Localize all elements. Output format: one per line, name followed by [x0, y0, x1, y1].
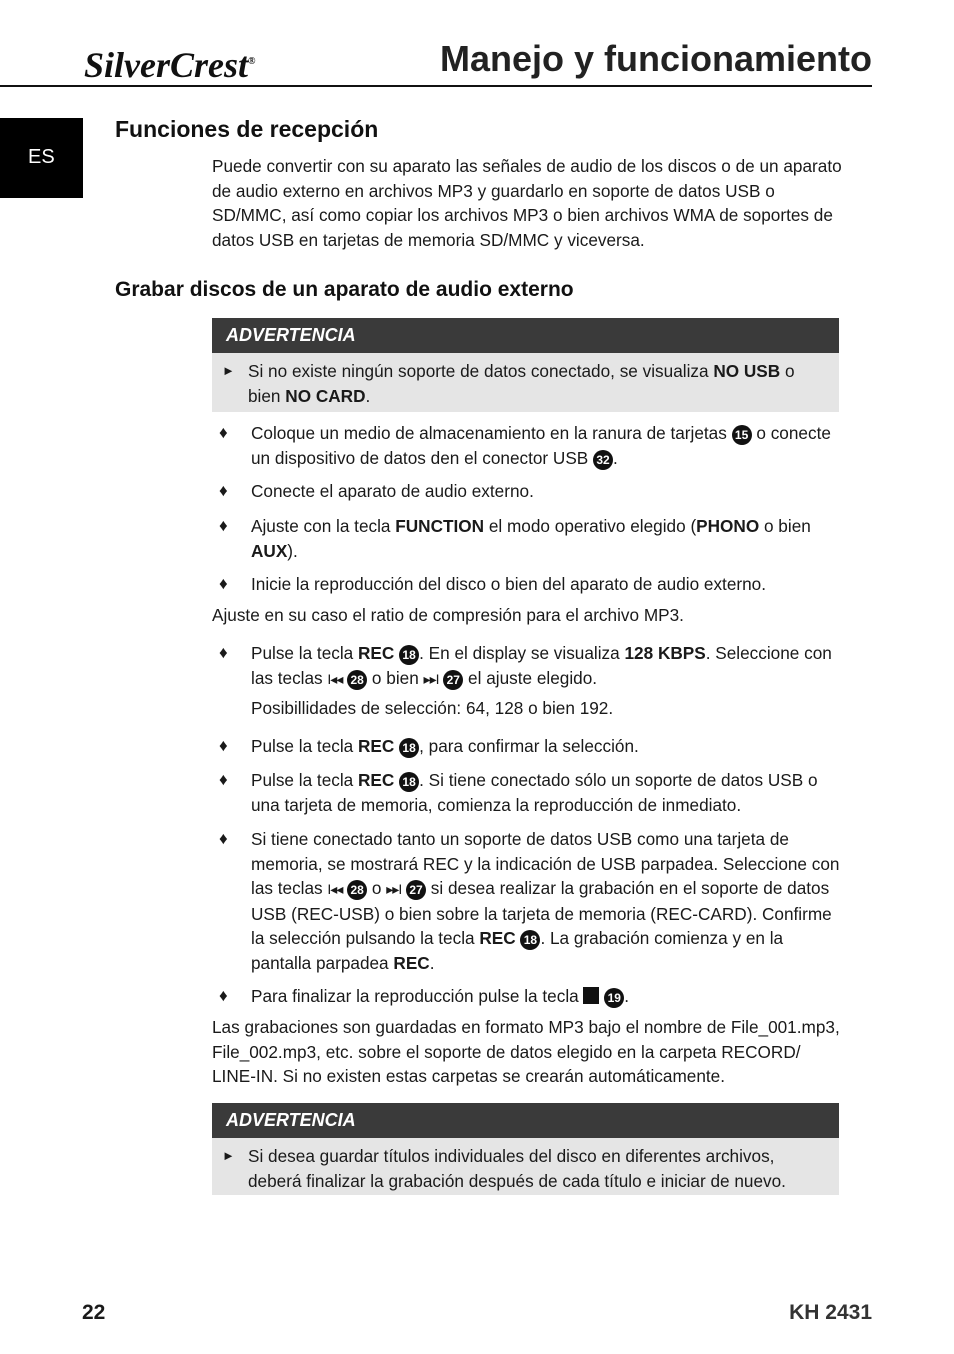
diamond-icon: ♦	[219, 516, 228, 535]
warning-box-2	[212, 1103, 839, 1195]
step-start-playback: ♦ Inicie la reproducción del disco o bien del aparato de audio externo.	[212, 572, 842, 597]
arrow-icon: ►	[222, 1148, 235, 1163]
diamond-icon: ♦	[219, 574, 228, 593]
diamond-icon: ♦	[219, 423, 228, 442]
step-function-mode: ♦ Ajuste con la tecla FUNCTION el modo operativo elegido (PHONO o bien AUX).	[219, 516, 811, 561]
step-connect-audio: ♦ Conecte el aparato de audio externo.	[212, 479, 842, 504]
section-heading-recording: Grabar discos de un aparato de audio externo	[115, 278, 574, 301]
warning-title: ADVERTENCIA	[212, 1103, 839, 1138]
files-note: Las grabaciones son guardadas en formato MP3 bajo el nombre de File_001.mp3, File_002.mp3, etc. sobre el soporte de datos elegido en la carpeta RECORD/ LINE-IN. Si no existen estas carpetas se crearán automáticamente.	[212, 1017, 840, 1087]
ratio-note: Ajuste en su caso el ratio de compresión para el archivo MP3.	[212, 605, 684, 625]
skip-back-icon: I◂◂	[327, 670, 343, 687]
ref-number: 32	[593, 450, 613, 470]
step-press-rec-start: ♦ Pulse la tecla REC 18 . Si tiene conectado sólo un soporte de datos USB o una tarjeta de memoria, comienza la reproducción de inmediato.	[219, 770, 818, 815]
section-heading-reception: Funciones de recepción	[115, 116, 379, 142]
ref-number: 28	[347, 880, 367, 900]
ref-number: 18	[399, 738, 419, 758]
options-note: Posibillidades de selección: 64, 128 o bien 192.	[251, 698, 614, 718]
ref-number: 15	[732, 425, 752, 445]
page-title: Manejo y funcionamiento	[439, 38, 872, 79]
step-confirm-rec: ♦ Pulse la tecla REC 18 , para confirmar la selección.	[212, 734, 842, 759]
intro-paragraph: Puede convertir con su aparato las señales de audio de los discos o de un aparato de audio externo en archivos MP3 y guardarlo en soporte de datos USB o SD/MMC, así como copiar los archivos MP3 o bien archivos WMA de soportes de datos USB en tarjetas de memoria SD/MMC y viceversa.	[212, 156, 842, 250]
ref-number: 27	[443, 670, 463, 690]
diamond-icon: ♦	[219, 770, 228, 789]
model-number: KH 2431	[789, 1301, 872, 1324]
skip-back-icon: I◂◂	[327, 881, 343, 898]
ref-number: 27	[406, 880, 426, 900]
diamond-icon: ♦	[219, 481, 228, 500]
diamond-icon: ♦	[219, 986, 228, 1005]
ref-number: 18	[520, 930, 540, 950]
step-insert-media: ♦ Coloque un medio de almacenamiento en la ranura de tarjetas 15 o conecte un dispositivo de datos den el conector USB 32 .	[219, 423, 831, 468]
diamond-icon: ♦	[219, 736, 228, 755]
silvercrest-logo: SilverCrest®	[84, 45, 256, 85]
ref-number: 28	[347, 670, 367, 690]
step-stop-playback: ♦ Para finalizar la reproducción pulse la tecla 19 .	[212, 984, 842, 1009]
stop-icon	[583, 987, 599, 1004]
ref-number: 18	[399, 645, 419, 665]
warning-text: ► Si desea guardar títulos individuales del disco en diferentes archivos, deberá finalizar la grabación después de cada título e iniciar de nuevo.	[222, 1146, 786, 1191]
header-divider	[0, 85, 872, 87]
warning-box-1	[212, 318, 839, 412]
diamond-icon: ♦	[219, 643, 228, 662]
language-tab: ES	[0, 118, 83, 198]
warning-text: ► Si no existe ningún soporte de datos conectado, se visualiza NO USB o bien NO CARD.	[222, 361, 795, 406]
ref-number: 18	[399, 772, 419, 792]
warning-title: ADVERTENCIA	[212, 318, 839, 353]
skip-forward-icon: ▸▸I	[386, 881, 402, 898]
step-press-rec-ratio: ♦ Pulse la tecla REC 18 . En el display se visualiza 128 KBPS. Seleccione con las teclas I◂◂ 28 o bien ▸▸I 27 el ajuste elegido.	[219, 643, 832, 688]
page-number: 22	[82, 1301, 106, 1324]
diamond-icon: ♦	[219, 829, 228, 848]
arrow-icon: ►	[222, 363, 235, 378]
skip-forward-icon: ▸▸I	[423, 670, 439, 687]
ref-number: 19	[604, 988, 624, 1008]
step-select-target: ♦ Si tiene conectado tanto un soporte de datos USB como una tarjeta de memoria, se mostrará REC y la indicación de USB parpadea. Seleccione con las teclas I◂◂ 28 o ▸▸I 27 si desea realizar la grabación en el soporte de datos USB (REC-USB) o bien sobre la tarjeta de memoria (REC-CARD). Confirme la selección pulsando la tecla REC 18 . La grabación comienza y en la pantalla parpadea REC.	[219, 829, 840, 973]
